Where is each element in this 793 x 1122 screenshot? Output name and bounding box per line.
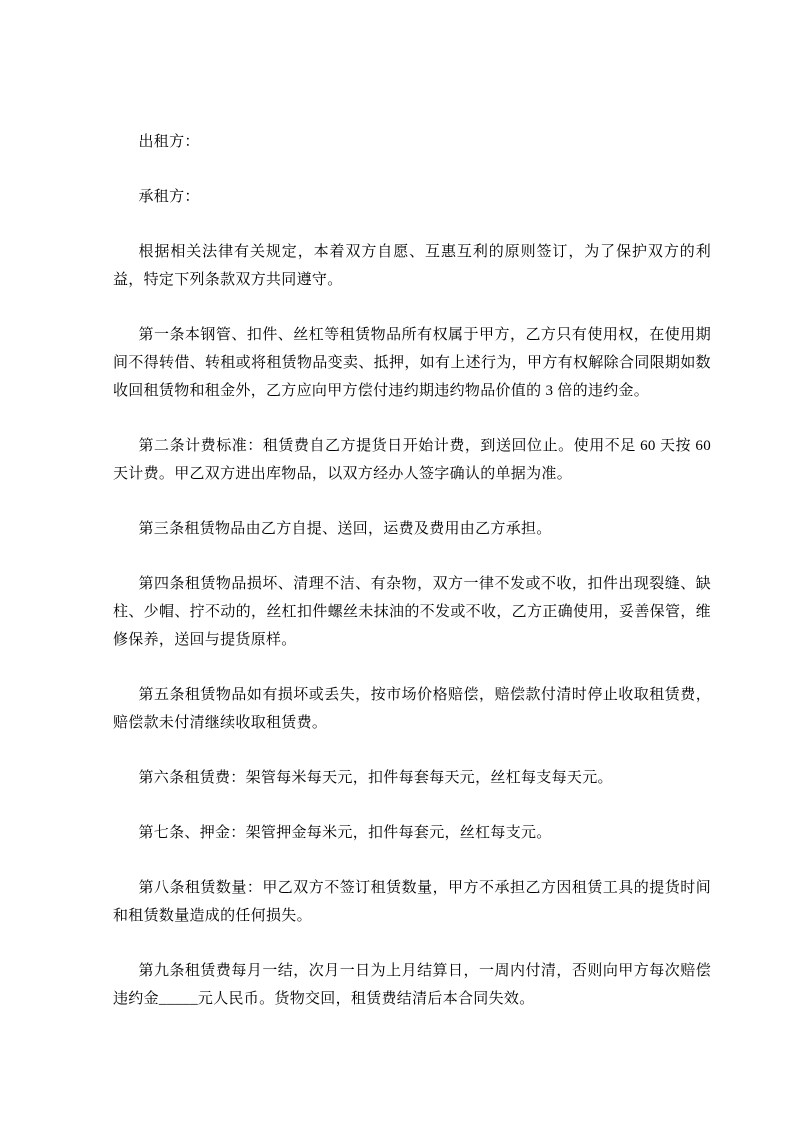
clause-3: 第三条租赁物品由乙方自提、送回，运费及费用由乙方承担。 xyxy=(138,521,552,537)
preamble: 根据相关法律有关规定，本着双方自愿、互惠互利的原则签订，为了保护双方的利益，特定下列条款双方共同遵守。 xyxy=(113,244,711,288)
clause-9: 第九条租赁费每月一结，次月一日为上月结算日，一周内付清，否则向甲方每次赔偿违约金_____元人民币。货物交回，租赁费结清后本合同失效。 xyxy=(113,963,711,1007)
clause-4: 第四条租赁物品损坏、清理不洁、有杂物，双方一律不发或不收，扣件出现裂缝、缺柱、少帽、拧不动的，丝杠扣件螺丝未抹油的不发或不收，乙方正确使用，妥善保管，维修保养，送回与提货原样。 xyxy=(113,576,711,648)
contract-body xyxy=(113,128,711,1013)
lessee-line: 承租方： xyxy=(138,189,200,205)
lessor-line: 出租方： xyxy=(138,134,200,150)
clause-6: 第六条租赁费：架管每米每天元，扣件每套每天元，丝杠每支每天元。 xyxy=(138,770,613,786)
clause-5: 第五条租赁物品如有损坏或丢失，按市场价格赔偿，赔偿款付清时停止收取租赁费，赔偿款未付清继续收取租赁费。 xyxy=(113,687,711,731)
clause-7: 第七条、押金：架管押金每米元，扣件每套元，丝杠每支元。 xyxy=(138,825,552,841)
clause-2: 第二条计费标准：租赁费自乙方提货日开始计费，到送回位止。使用不足 60 天按 60 天计费。甲乙双方进出库物品，以双方经办人签字确认的单据为准。 xyxy=(113,438,711,482)
clause-8: 第八条租赁数量：甲乙双方不签订租赁数量，甲方不承担乙方因租赁工具的提货时间和租赁数量造成的任何损失。 xyxy=(113,880,711,924)
clause-1: 第一条本钢管、扣件、丝杠等租赁物品所有权属于甲方，乙方只有使用权，在使用期间不得转借、转租或将租赁物品变卖、抵押，如有上述行为，甲方有权解除合同限期如数收回租赁物和租金外，乙方应向甲方偿付违约期违约物品价值的 3 倍的违约金。 xyxy=(113,327,711,399)
